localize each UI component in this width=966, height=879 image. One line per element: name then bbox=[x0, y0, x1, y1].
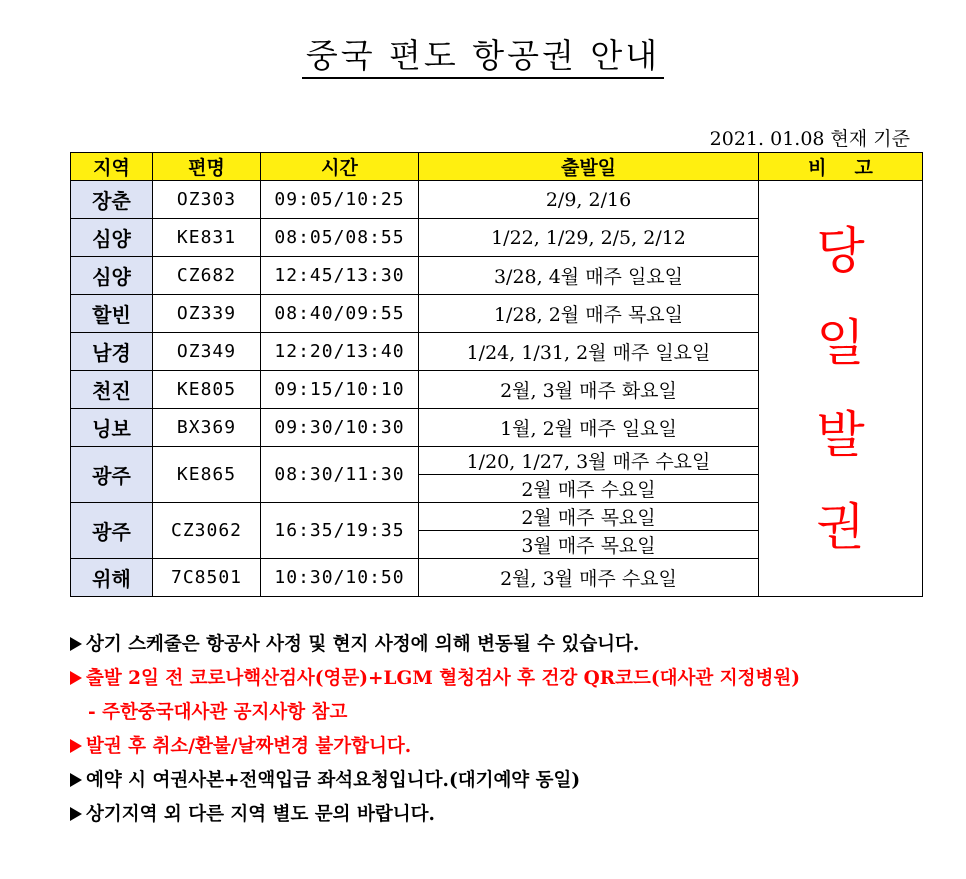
region-cell: 장춘 bbox=[71, 181, 153, 219]
dates-cell: 3/28, 4월 매주 일요일 bbox=[419, 257, 759, 295]
flight-cell: KE831 bbox=[153, 219, 261, 257]
flight-cell: OZ349 bbox=[153, 333, 261, 371]
time-cell: 09:05/10:25 bbox=[261, 181, 419, 219]
region-cell: 심양 bbox=[71, 219, 153, 257]
remark-char: 권 bbox=[816, 497, 865, 556]
region-cell: 닝보 bbox=[71, 409, 153, 447]
time-cell: 08:05/08:55 bbox=[261, 219, 419, 257]
flight-cell: OZ339 bbox=[153, 295, 261, 333]
remark-char: 발 bbox=[816, 405, 865, 464]
dates-cell: 1/22, 1/29, 2/5, 2/12 bbox=[419, 219, 759, 257]
region-cell: 광주 bbox=[71, 503, 153, 559]
time-cell: 10:30/10:50 bbox=[261, 559, 419, 597]
time-cell: 09:15/10:10 bbox=[261, 371, 419, 409]
dates-cell: 2월, 3월 매주 화요일 bbox=[419, 371, 759, 409]
region-cell: 광주 bbox=[71, 447, 153, 503]
header-region: 지역 bbox=[71, 153, 153, 181]
remark-char: 당 bbox=[816, 221, 865, 280]
flight-cell: BX369 bbox=[153, 409, 261, 447]
dates-cell: 1/20, 1/27, 3월 매주 수요일 bbox=[419, 447, 759, 475]
note-item: 발권 후 취소/환불/날짜변경 불가합니다. bbox=[70, 730, 950, 764]
time-cell: 16:35/19:35 bbox=[261, 503, 419, 559]
note-item: 상기 스케줄은 항공사 사정 및 현지 사정에 의해 변동될 수 있습니다. bbox=[70, 628, 950, 662]
triangle-bullet-icon bbox=[70, 773, 82, 787]
dates-cell: 1/24, 1/31, 2월 매주 일요일 bbox=[419, 333, 759, 371]
flight-cell: KE865 bbox=[153, 447, 261, 503]
dates-cell: 2월, 3월 매주 수요일 bbox=[419, 559, 759, 597]
dates-cell: 3월 매주 목요일 bbox=[419, 531, 759, 559]
notes-list bbox=[70, 628, 950, 832]
table-row bbox=[71, 181, 923, 219]
triangle-bullet-icon bbox=[70, 739, 82, 753]
header-time: 시간 bbox=[261, 153, 419, 181]
page-title: 중국 편도 항공권 안내 bbox=[0, 30, 966, 77]
table-header-row bbox=[71, 153, 923, 181]
time-cell: 08:40/09:55 bbox=[261, 295, 419, 333]
header-remark: 비고 bbox=[759, 153, 923, 181]
triangle-bullet-icon bbox=[70, 671, 82, 685]
schedule-table bbox=[70, 152, 923, 597]
time-cell: 08:30/11:30 bbox=[261, 447, 419, 503]
time-cell: 12:20/13:40 bbox=[261, 333, 419, 371]
time-cell: 09:30/10:30 bbox=[261, 409, 419, 447]
remark-cell bbox=[759, 181, 923, 597]
region-cell: 심양 bbox=[71, 257, 153, 295]
dates-cell: 2/9, 2/16 bbox=[419, 181, 759, 219]
flight-cell: CZ3062 bbox=[153, 503, 261, 559]
flight-cell: OZ303 bbox=[153, 181, 261, 219]
dates-cell: 1월, 2월 매주 일요일 bbox=[419, 409, 759, 447]
note-item: 예약 시 여권사본+전액입금 좌석요청입니다.(대기예약 동일) bbox=[70, 764, 950, 798]
date-note: 2021. 01.08 현재 기준 bbox=[709, 128, 910, 150]
flight-cell: 7C8501 bbox=[153, 559, 261, 597]
dates-cell: 2월 매주 목요일 bbox=[419, 503, 759, 531]
triangle-bullet-icon bbox=[70, 807, 82, 821]
remark-char: 일 bbox=[816, 313, 865, 372]
note-item: 출발 2일 전 코로나핵산검사(영문)+LGM 혈청검사 후 건강 QR코드(대사관 지정병원) bbox=[70, 662, 950, 696]
note-item: - 주한중국대사관 공지사항 참고 bbox=[88, 702, 348, 723]
region-cell: 천진 bbox=[71, 371, 153, 409]
time-cell: 12:45/13:30 bbox=[261, 257, 419, 295]
flight-cell: KE805 bbox=[153, 371, 261, 409]
note-item: 상기지역 외 다른 지역 별도 문의 바랍니다. bbox=[70, 798, 950, 832]
header-flight: 편명 bbox=[153, 153, 261, 181]
region-cell: 할빈 bbox=[71, 295, 153, 333]
flight-cell: CZ682 bbox=[153, 257, 261, 295]
triangle-bullet-icon bbox=[70, 637, 82, 651]
dates-cell: 1/28, 2월 매주 목요일 bbox=[419, 295, 759, 333]
dates-cell: 2월 매주 수요일 bbox=[419, 475, 759, 503]
region-cell: 남경 bbox=[71, 333, 153, 371]
header-departure: 출발일 bbox=[419, 153, 759, 181]
region-cell: 위해 bbox=[71, 559, 153, 597]
